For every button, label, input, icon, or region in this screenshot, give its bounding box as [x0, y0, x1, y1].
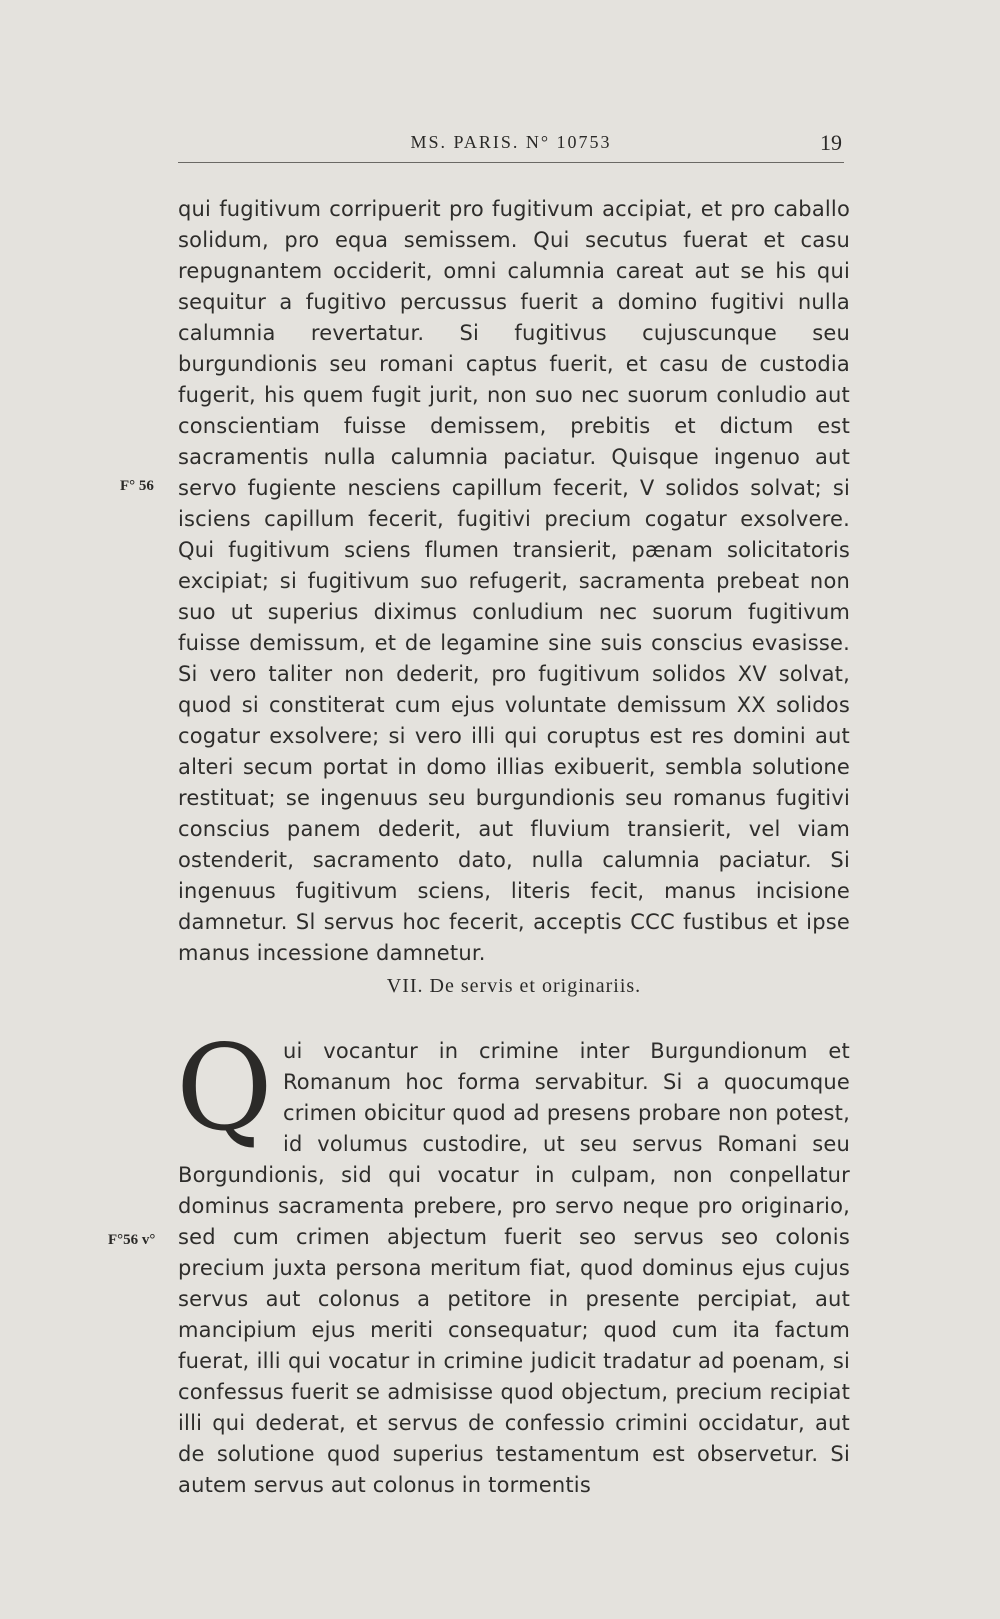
paragraph: qui fugitivum corripuerit pro fugitivum accipiat, et pro caballo solidum, pro equa semissem. Qui secutus fuerat et casu repugnantem occiderit, omni calumnia careat aut se his qui sequitur a fugitivo percussus fuerit a domino fugitivi nulla calumnia revertatur. Si fugitivus cujuscunque seu burgundionis seu romani captus fuerit, et casu de custodia fugerit, his quem fugit jurit, non suo nec suorum conludio aut conscientiam fuisse demissem, prebitis et dictum est sacramentis nulla calumnia paciatur. Quisque ingenuo aut servo fugiente nesciens capillum fecerit, V solidos solvat; si isciens capillum fecerit, fugitivi precium cogatur exsolvere. Qui fugitivum sciens flumen transierit, pænam solicitatoris excipiat; si fugitivum suo refugerit, sacramenta prebeat non suo ut superius diximus conludium nec suorum fugitivum fuisse demissum, et de legamine sine suis conscius evasisse. Si vero taliter non dederit, pro fugitivum solidos XV solvat, quod si constiterat cum ejus voluntate demissum XX solidos cogatur exsolvere; si vero illi qui coruptus est res domini aut alteri secum portat in domo illias exibuerit, sembla solutione restituat; se ingenuus seu burgundionis seu romanus fugitivi conscius panem dederit, aut fluvium transierit, vel viam ostenderit, sacramento dato, nulla calumnia paciatur. Si ingenuus fugitivum sciens, literis fecit, manus incisione damnetur. Sl servus hoc fecerit, acceptis CCC fustibus et ipse manus incessione damnetur.	[178, 197, 850, 965]
body-text-section-2	[176, 1019, 850, 1501]
page-header	[178, 130, 844, 163]
chapter-heading: VII. De servis et originariis.	[386, 975, 642, 997]
paragraph: ui vocantur in crimine inter Burgundionum et Romanum hoc forma servabitur. Si a quocumque crimen obicitur quod ad presens probare non potest, id volumus custodire, ut seu servus Romani seu Borgundionis, sid qui vocatur in culpam, non conpellatur dominus sacramenta prebere, pro servo neque pro originario, sed cum crimen abjectum fuerit seo servus seo colonis precium juxta persona meritum fiat, quod dominus ejus cujus servus aut colonus a petitore in presente percipiat, aut mancipium ejus meriti consequatur; quod cum ita factum fuerat, illi qui vocatur in crimine judicit tradatur ad poenam, si confessus fuerit se admisisse quod objectum, precium recipiat illi qui dederat, et servus de confessio crimini occidatur, aut de solutione quod superius testamentum est observetur. Si autem servus aut colonus in tormentis	[178, 1039, 850, 1497]
running-title: MS. PARIS. N° 10753	[410, 132, 612, 152]
page-number: 19	[820, 130, 842, 155]
drop-cap-letter: Q	[176, 1019, 273, 1157]
folio-margin-note: F° 56	[120, 478, 154, 494]
folio-margin-note: F°56 v°	[108, 1232, 156, 1248]
body-text-section-1	[178, 194, 850, 969]
